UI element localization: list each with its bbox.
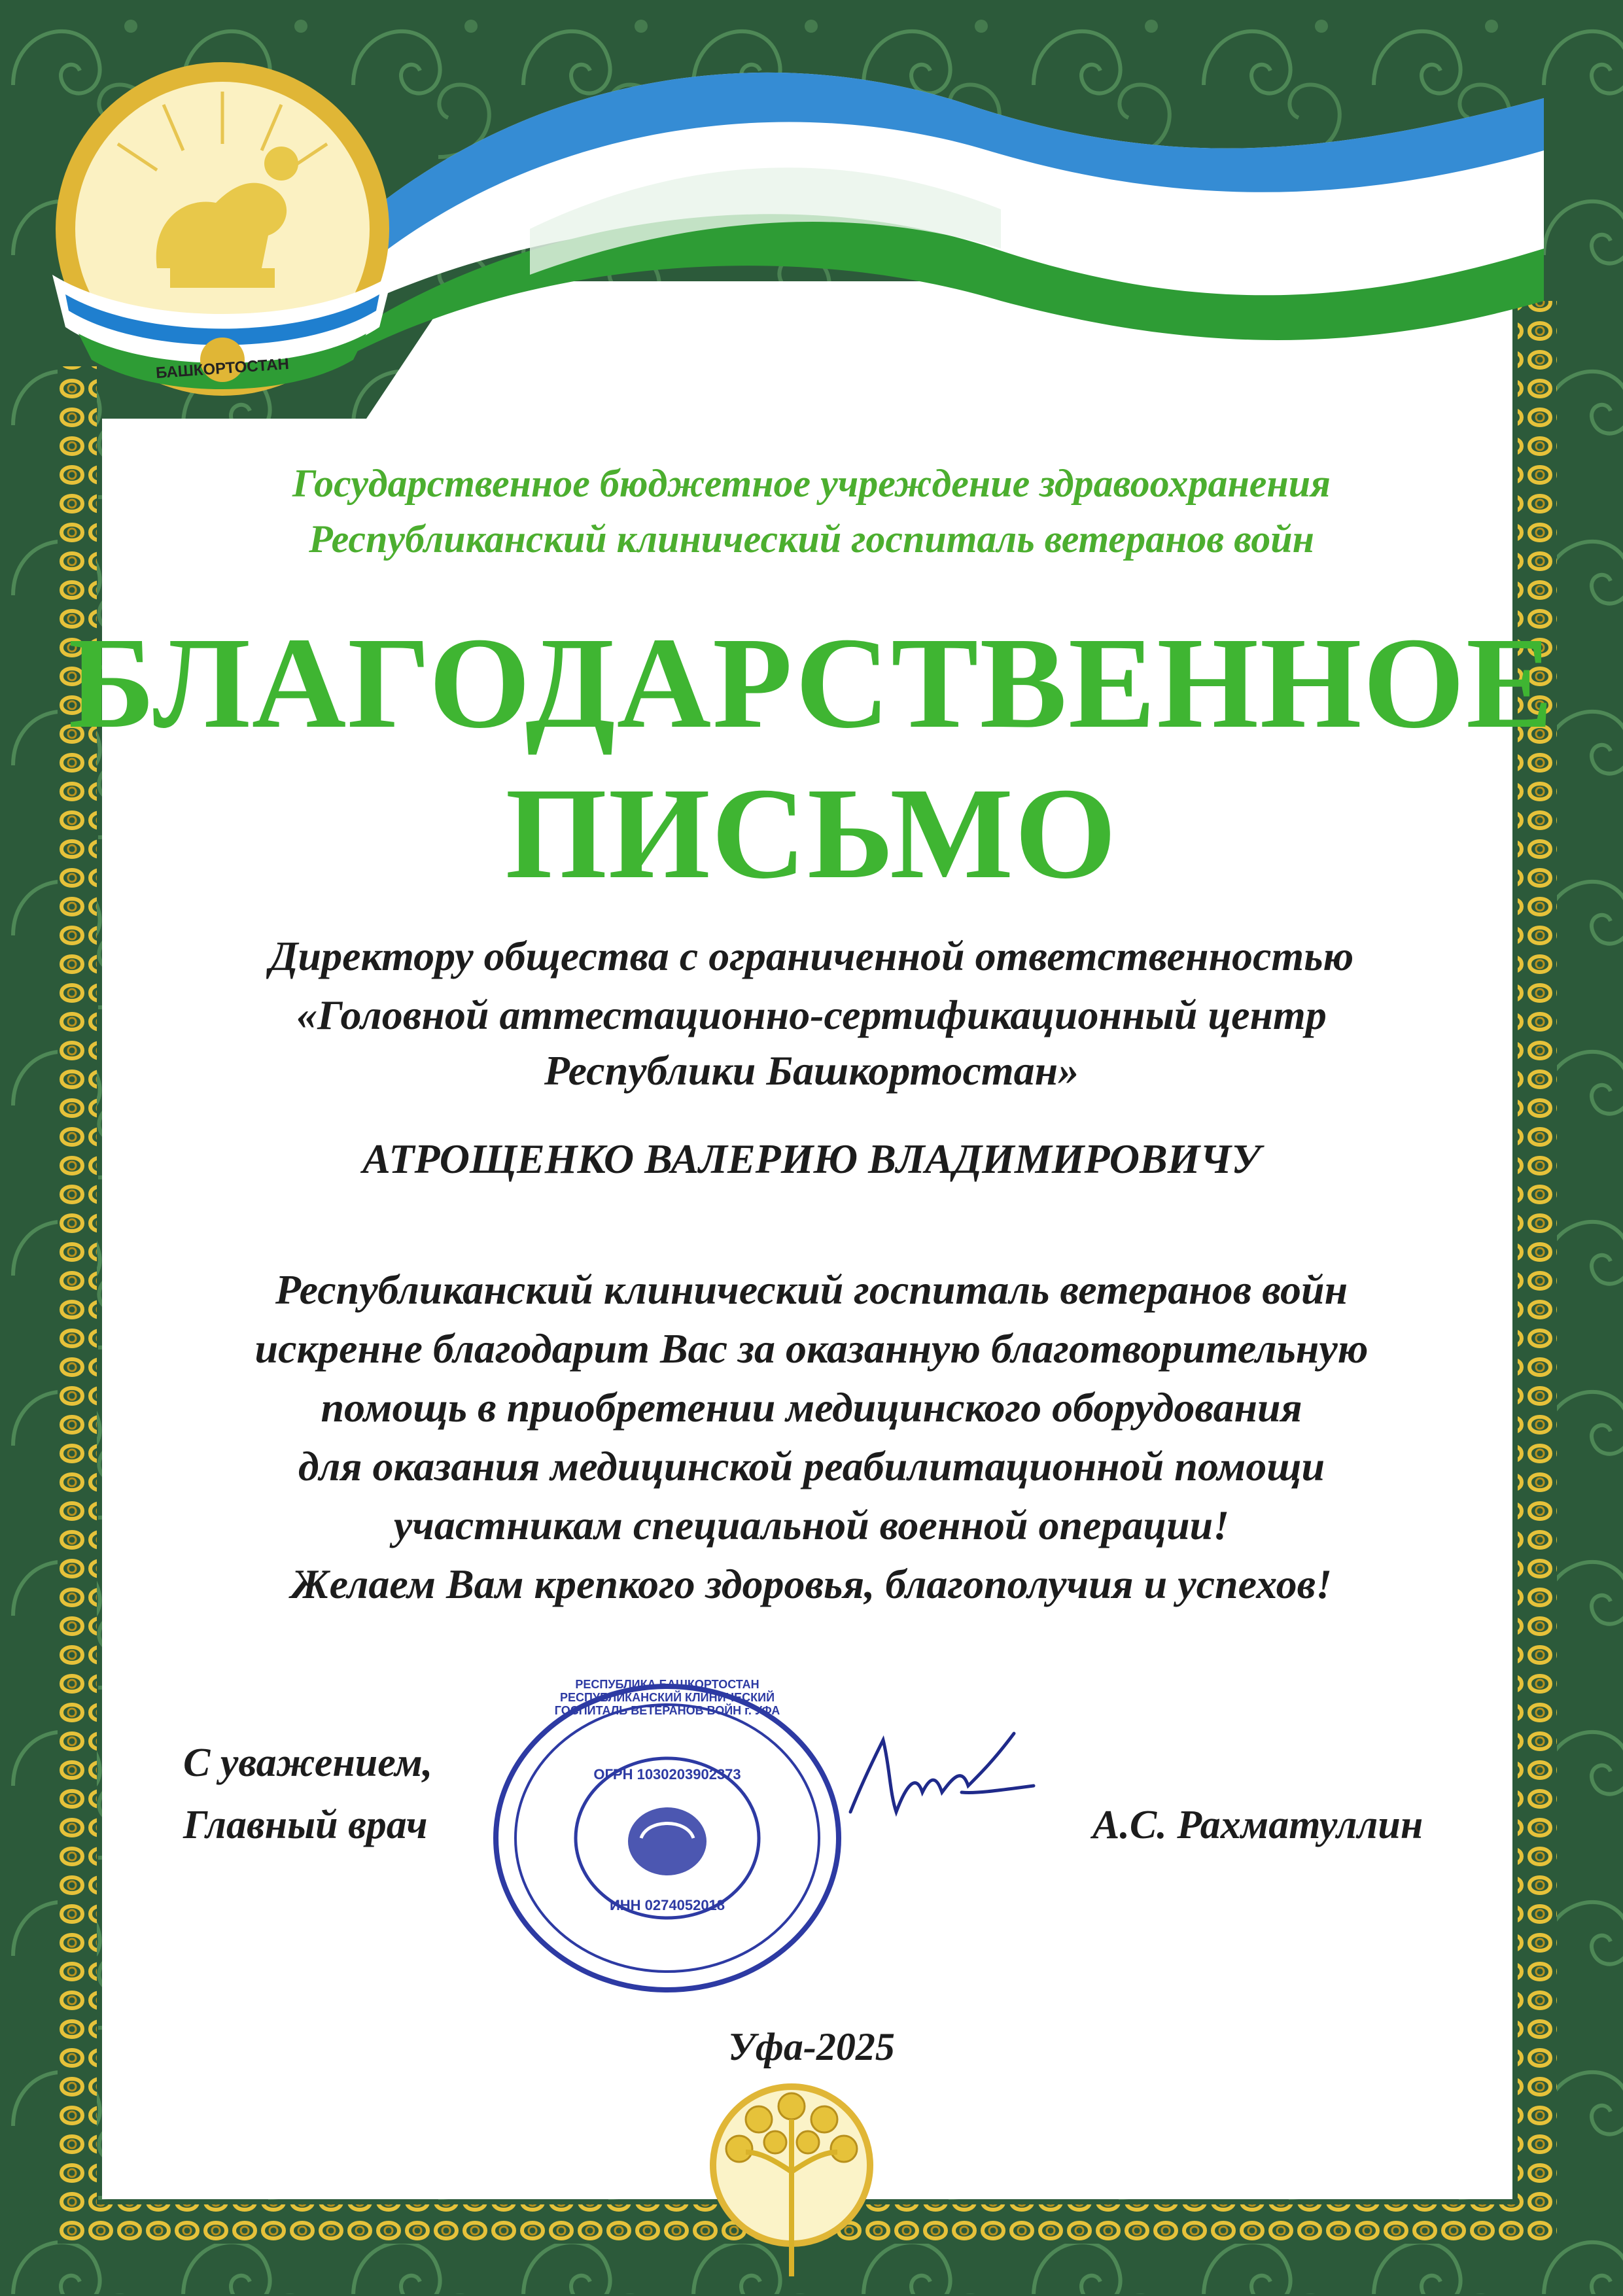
addressee-line-2: «Головной аттестационно-сертификационный центр [296, 992, 1327, 1038]
kurai-flower-icon [693, 2080, 890, 2296]
body-line: участникам специальной военной операции! [393, 1502, 1230, 1548]
stamp-seal-icon [484, 1675, 850, 2002]
signer-position: Главный врач [183, 1803, 428, 1847]
regards-text: С уважением, [183, 1741, 433, 1785]
stamp-ogrn-text: ОГРН 1030203902373 [593, 1766, 741, 1783]
body-line: Желаем Вам крепкого здоровья, благополучия и успехов! [290, 1561, 1333, 1607]
institution-line-2: Республиканский клинический госпиталь ветеранов войн [309, 517, 1314, 561]
place-year: Уфа-2025 [728, 2025, 895, 2068]
body-line: для оказания медицинской реабилитационной помощи [298, 1443, 1325, 1489]
signer-name: А.С. Рахматуллин [1092, 1803, 1423, 1847]
addressee-name: АТРОЩЕНКО ВАЛЕРИЮ ВЛАДИМИРОВИЧУ [362, 1136, 1261, 1182]
document-title-line-2: ПИСЬМО [505, 761, 1118, 906]
body-line: Республиканский клинический госпиталь ветеранов войн [275, 1266, 1348, 1313]
emblem-ring-text: БАШКОРТОСТАН [155, 355, 290, 383]
document-title-line-1: БЛАГОДАРСТВЕННОЕ [68, 611, 1555, 756]
flag-ribbon [314, 13, 1557, 353]
institution-line-1: Государственное бюджетное учреждение здравоохранения [292, 462, 1331, 505]
bashkortostan-coat-of-arms-icon [39, 52, 406, 438]
body-line: искренне благодарит Вас за оказанную благотворительную [254, 1325, 1369, 1372]
addressee-line-1: Директору общества с ограниченной ответственностью [269, 933, 1354, 979]
addressee-line-3: Республики Башкортостан» [544, 1047, 1079, 1094]
handwritten-signature [844, 1714, 1040, 1832]
stamp-outer-text: РЕСПУБЛИКА БАШКОРТОСТАН РЕСПУБЛИКАНСКИЙ КЛИНИЧЕСКИЙ ГОСПИТАЛЬ ВЕТЕРАНОВ ВОЙН г. УФА [554, 1678, 780, 1717]
official-stamp [484, 1675, 850, 2002]
stamp-inn-text: ИНН 0274052018 [609, 1897, 725, 1913]
coat-of-arms-emblem [39, 52, 406, 438]
body-line: помощь в приобретении медицинского оборудования [321, 1384, 1302, 1431]
